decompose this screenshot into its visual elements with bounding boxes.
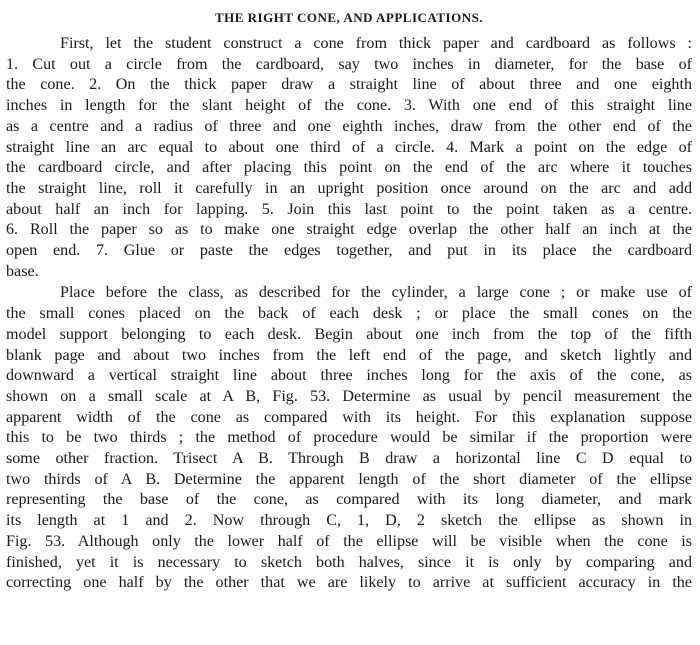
text-line: apparent width of the cone as compared with its height. For this explanation suppose [6, 408, 692, 426]
text-line: the small cones placed on the back of each desk ; or place the small cones on the [6, 305, 692, 323]
text-line: as a centre and a radius of three and one eighth inches, draw from the other end of the [6, 117, 692, 135]
text-line: blank page and about two inches from the left end of the page, and sketch lightly and [6, 346, 692, 364]
text-line: inches in length for the slant height of the cone. 3. With one end of this straight line [6, 97, 692, 115]
text-line: model support belonging to each desk. Begin about one inch from the top of the fifth [6, 325, 692, 343]
text-line: its length at 1 and 2. Now through C, 1, D, 2 sketch the ellipse as shown in [6, 512, 692, 530]
text-line: open end. 7. Glue or paste the edges together, and put in its place the cardboard [6, 242, 692, 260]
text-line: finished, yet it is necessary to sketch both halves, since it is only by comparing and [6, 553, 692, 571]
text-line: correcting one half by the other that we are likely to arrive at sufficient accuracy in the [6, 574, 692, 592]
text-line: downward a vertical straight line about three inches long for the axis of the cone, as [6, 367, 692, 385]
text-line: Fig. 53. Although only the lower half of the ellipse will be visible when the cone is [6, 532, 692, 550]
text-line: representing the base of the cone, as compared with its long diameter, and mark [6, 491, 692, 509]
text-line: two thirds of A B. Determine the apparent length of the short diameter of the ellipse [6, 470, 692, 488]
book-page [6, 0, 692, 645]
text-line: base. [6, 262, 39, 280]
text-line: some other fraction. Trisect A B. Through B draw a horizontal line C D equal to [6, 450, 692, 468]
text-line: the cardboard circle, and after placing this point on the end of the arc where it touches [6, 159, 692, 177]
paragraph-construct-cone [6, 34, 692, 282]
paragraph-sketch-cone [6, 283, 692, 594]
text-line: about half an inch for lapping. 5. Join this last point to the point taken as a centre. [6, 200, 692, 218]
running-header: THE RIGHT CONE, AND APPLICATIONS. [214, 10, 484, 25]
text-line: straight line an arc equal to about one third of a circle. 4. Mark a point on the edge of [6, 138, 692, 156]
text-line: First, let the student construct a cone from thick paper and cardboard as follows : [60, 35, 692, 52]
text-line: shown on a small scale at A B, Fig. 53. Determine as usual by pencil measurement the [6, 387, 692, 405]
text-line: this to be two thirds ; the method of procedure would be similar if the proportion were [6, 429, 692, 447]
text-line: Place before the class, as described for the cylinder, a large cone ; or make use of [60, 284, 692, 302]
text-line: the cone. 2. On the thick paper draw a straight line of about three and one eighth [6, 76, 692, 94]
text-line: the straight line, roll it carefully in an upright position once around on the arc and add [6, 179, 692, 197]
text-line: 6. Roll the paper so as to make one straight edge overlap the other half an inch at the [6, 221, 692, 239]
text-line: 1. Cut out a circle from the cardboard, say two inches in diameter, for the base of [6, 55, 692, 73]
